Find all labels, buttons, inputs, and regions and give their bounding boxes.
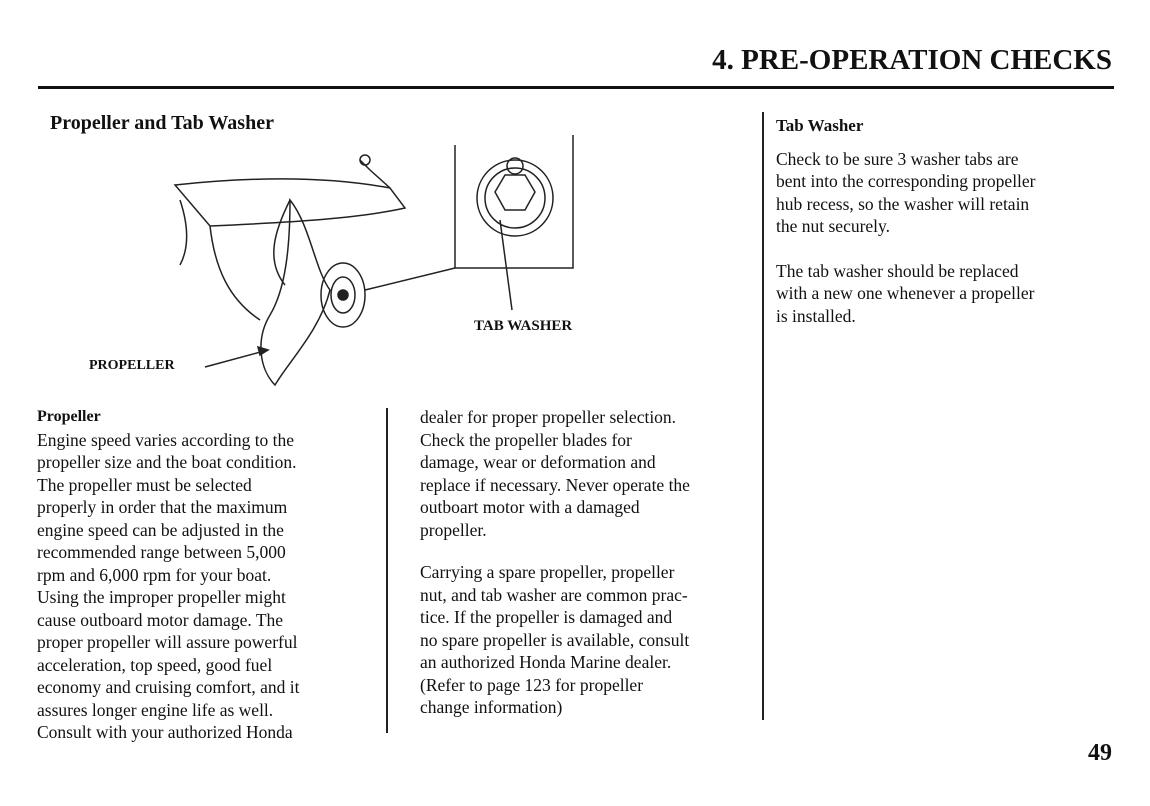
- propeller-leader: [205, 350, 268, 367]
- tab-washer-line: the nut securely.: [776, 216, 891, 236]
- propeller-line: acceleration, top speed, good fuel: [37, 654, 273, 675]
- middle-column: [420, 406, 690, 719]
- middle-line: replace if necessary. Never operate the: [420, 474, 690, 495]
- detail-washer-outer: [477, 160, 553, 236]
- chapter-title: 4. PRE-OPERATION CHECKS: [712, 44, 1112, 76]
- detail-nut: [495, 175, 535, 210]
- propeller-blade-lower: [261, 200, 330, 385]
- middle-line: propeller.: [420, 519, 487, 540]
- tab-washer-column: [776, 115, 1036, 327]
- propeller-column: [37, 406, 299, 744]
- propeller-heading: Propeller: [37, 408, 101, 425]
- tab-washer-line: is installed.: [776, 305, 856, 326]
- middle-line: damage, wear or deformation and: [420, 452, 656, 472]
- housing-edge: [180, 200, 187, 265]
- propeller-label: PROPELLER: [89, 358, 175, 373]
- tab-washer-leader: [500, 220, 512, 310]
- propeller-line: Using the improper propeller might: [37, 587, 286, 607]
- propeller-line: rpm and 6,000 rpm for your boat.: [37, 564, 272, 585]
- tab-washer-line: hub recess, so the washer will retain: [776, 193, 1030, 214]
- propeller-line: recommended range between 5,000: [37, 542, 286, 562]
- section-title: Propeller and Tab Washer: [50, 112, 274, 134]
- middle-line: an authorized Honda Marine dealer.: [420, 652, 672, 672]
- page-number: 49: [1088, 740, 1112, 766]
- detail-washer-inner: [485, 168, 545, 228]
- tab-washer-line: bent into the corresponding propeller: [776, 171, 1036, 191]
- propeller-line: The propeller must be selected: [37, 474, 252, 495]
- tab-washer-label: TAB WASHER: [474, 318, 573, 334]
- column-divider-right: [762, 112, 764, 720]
- propeller-line: cause outboard motor damage. The: [37, 609, 284, 630]
- propeller-line: assures longer engine life as well.: [37, 699, 274, 720]
- propeller-line: engine speed can be adjusted in the: [37, 519, 284, 540]
- propeller-blade-upper: [274, 200, 290, 285]
- tab-washer-heading: Tab Washer: [776, 116, 864, 135]
- middle-line: Carrying a spare propeller, propeller: [420, 562, 675, 582]
- prop-nut: [338, 290, 348, 300]
- middle-line: outboart motor with a damaged: [420, 497, 640, 517]
- propeller-line: propeller size and the boat condition.: [37, 452, 297, 472]
- propeller-line: Consult with your authorized Honda: [37, 722, 293, 742]
- anode-outline: [360, 155, 370, 165]
- middle-line: tice. If the propeller is damaged and: [420, 607, 673, 627]
- middle-line: no spare propeller is available, consult: [420, 629, 690, 650]
- propeller-line: proper propeller will assure powerful: [37, 632, 298, 652]
- header-rule: [38, 86, 1114, 89]
- tab-washer-line: The tab washer should be replaced: [776, 260, 1019, 281]
- propeller-arrowhead: [258, 347, 268, 355]
- column-divider-left: [386, 408, 388, 733]
- skeg-outline: [210, 226, 260, 320]
- middle-line: Check the propeller blades for: [420, 429, 632, 450]
- middle-line: change information): [420, 697, 563, 717]
- propeller-line: economy and cruising comfort, and it: [37, 677, 300, 697]
- middle-line: nut, and tab washer are common prac-: [420, 584, 688, 605]
- propeller-line: properly in order that the maximum: [37, 497, 288, 517]
- middle-line: (Refer to page 123 for propeller: [420, 674, 644, 695]
- tab-washer-line: Check to be sure 3 washer tabs are: [776, 148, 1019, 169]
- propeller-line: Engine speed varies according to the: [37, 429, 295, 450]
- middle-line: dealer for proper propeller selection.: [420, 407, 677, 427]
- tab-washer-line: with a new one whenever a propeller: [776, 283, 1035, 303]
